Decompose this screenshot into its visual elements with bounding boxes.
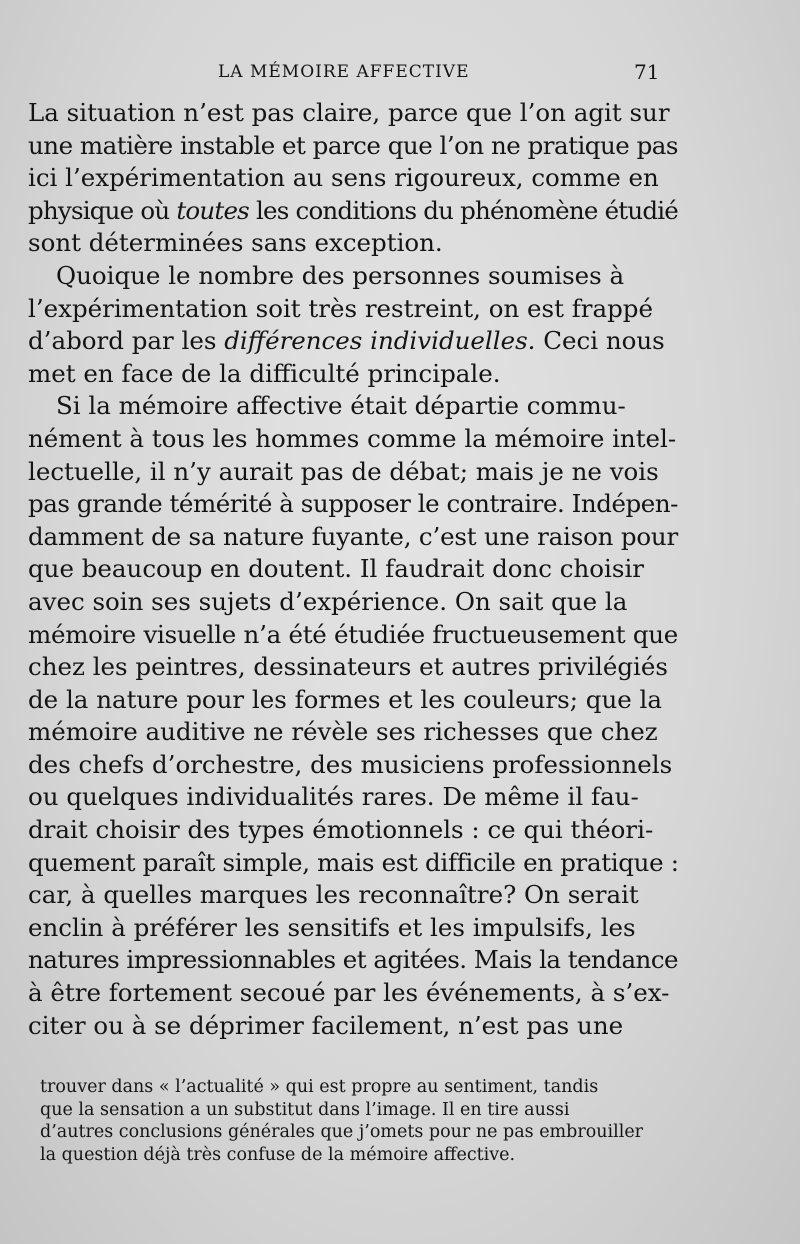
text-line: une matière instable et parce que l’on ne pratique pas [28, 130, 678, 160]
footnote-line: d’autres conclusions générales que j’omets pour ne pas embrouiller [40, 1122, 644, 1142]
body-text [28, 97, 678, 1042]
emphasis: toutes [176, 195, 249, 225]
text-line: damment de sa nature fuyante, c’est une raison pour [28, 521, 678, 551]
text-line: physique où toutes les conditions du phénomène étudié [28, 195, 679, 225]
text-line: met en face de la difficulté principale. [28, 358, 501, 388]
text-line: drait choisir des types émotionnels : ce qui théori- [28, 815, 654, 845]
text-line: quement paraît simple, mais est difficile en pratique : [28, 847, 679, 877]
text-line: que beaucoup en doutent. Il faudrait donc choisir [28, 554, 645, 584]
text-line: citer ou à se déprimer facilement, n’est pas une [28, 1010, 624, 1040]
text-line: ou quelques individualités rares. De même il fau- [28, 782, 639, 812]
text-line: l’expérimentation soit très restreint, on est frappé [28, 293, 653, 323]
text-line: car, à quelles marques les reconnaître? On serait [28, 880, 639, 910]
text-line: chez les peintres, dessinateurs et autres privilégiés [28, 652, 668, 682]
text-line: de la nature pour les formes et les couleurs; que la [28, 684, 662, 714]
text-line: mémoire visuelle n’a été étudiée fructueusement que [28, 619, 678, 649]
footnote-line: que la sensation a un substitut dans l’image. Il en tire aussi [40, 1099, 570, 1120]
footnote [40, 1076, 680, 1166]
paragraph-start-line: Si la mémoire affective était départie commu- [56, 391, 626, 421]
running-title: LA MÉMOIRE AFFECTIVE [218, 62, 470, 82]
text-line: enclin à préférer les sensitifs et les impulsifs, les [28, 912, 636, 942]
footnote-line: la question déjà très confuse de la mémoire affective. [40, 1144, 516, 1165]
text-line: avec soin ses sujets d’expérience. On sait que la [28, 586, 628, 616]
footnote-line: trouver dans « l’actualité » qui est propre au sentiment, tandis [40, 1077, 599, 1097]
running-head [0, 60, 800, 90]
text-line: natures impressionnables et agitées. Mais la tendance [28, 945, 678, 975]
text-line: La situation n’est pas claire, parce que l’on agit sur [28, 98, 670, 127]
text-line: nément à tous les hommes comme la mémoire intel- [28, 423, 677, 453]
paragraph-start-line: Quoique le nombre des personnes soumises à [56, 260, 625, 290]
emphasis: différences individuelles. [224, 326, 536, 356]
page-number: 71 [634, 60, 660, 84]
text-line: d’abord par les différences individuelles. Ceci nous [28, 326, 665, 356]
text-line: sont déterminées sans exception. [28, 228, 443, 258]
text-line: lectuelle, il n’y aurait pas de débat; mais je ne vois [28, 456, 659, 486]
text-line: pas grande témérité à supposer le contraire. Indépen- [28, 489, 678, 519]
text-line: ici l’expérimentation au sens rigoureux, comme en [28, 163, 659, 193]
text-line: mémoire auditive ne révèle ses richesses que chez [28, 717, 658, 747]
text-line: à être fortement secoué par les événements, à s’ex- [28, 978, 670, 1008]
text-line: des chefs d’orchestre, des musiciens professionnels [28, 749, 673, 779]
